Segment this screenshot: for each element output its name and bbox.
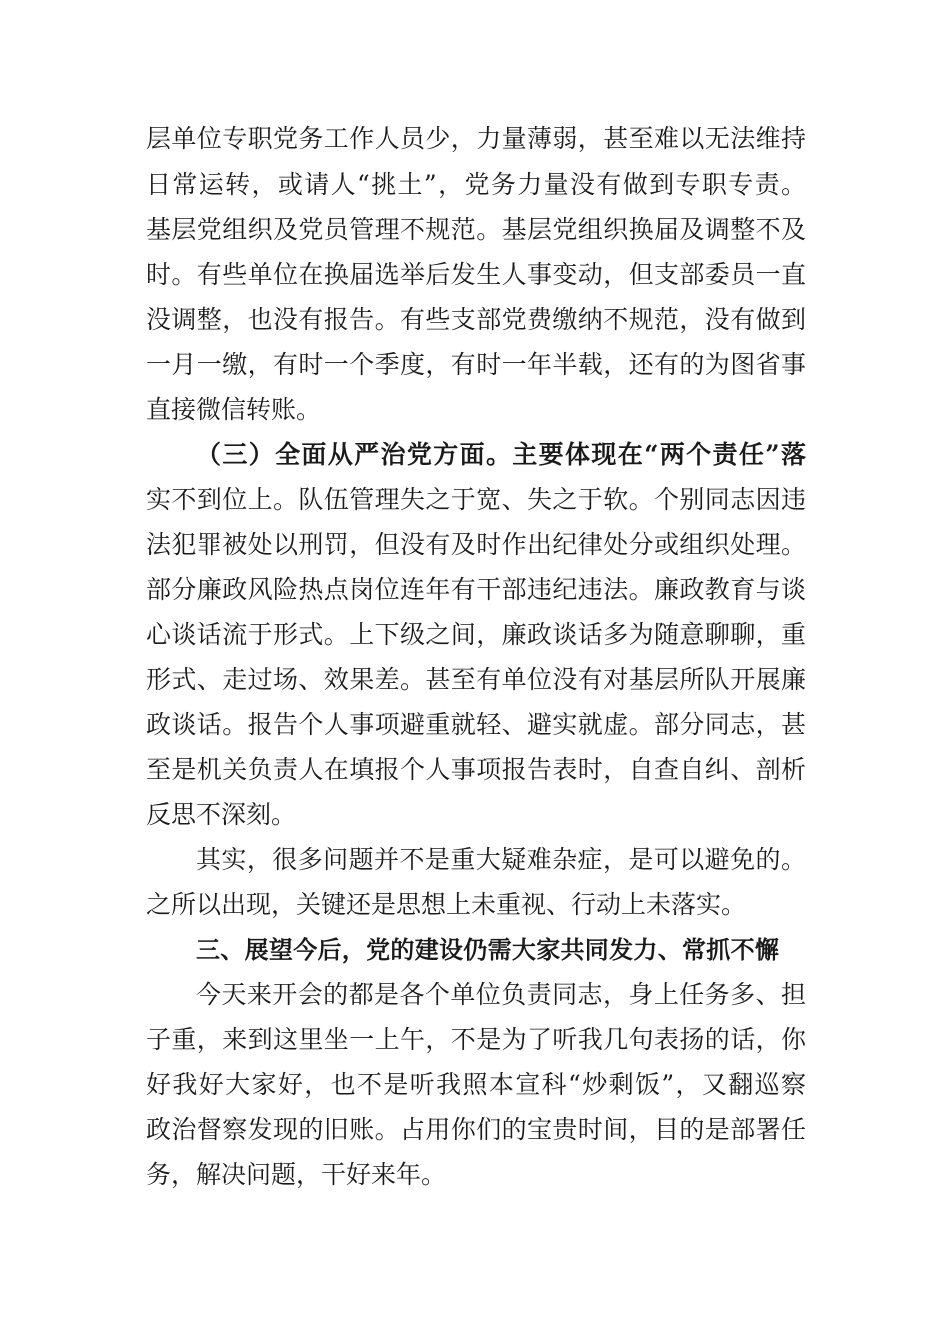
line-text: 政谈话。报告个人事项避重就轻、避实就虚。部分同志，甚 bbox=[146, 710, 806, 739]
text-line bbox=[0, 881, 950, 929]
section-lead-line bbox=[0, 431, 950, 479]
text-line bbox=[0, 1016, 950, 1064]
text-line bbox=[0, 296, 950, 344]
line-text: 心谈话流于形式。上下级之间，廉政谈话多为随意聊聊，重 bbox=[146, 620, 806, 649]
line-text: 至是机关负责人在填报个人事项报告表时，自查自纠、剖析 bbox=[146, 755, 806, 784]
line-text: 形式、走过场、效果差。甚至有单位没有对基层所队开展廉 bbox=[146, 665, 806, 694]
section-heading bbox=[0, 926, 950, 974]
text-line bbox=[0, 386, 950, 434]
line-text: 政治督察发现的旧账。占用你们的宝贵时间，目的是部署任 bbox=[146, 1115, 806, 1144]
line-text: 没调整，也没有报告。有些支部党费缴纳不规范，没有做到 bbox=[146, 305, 806, 334]
line-text: 层单位专职党务工作人员少，力量薄弱，甚至难以无法维持 bbox=[146, 124, 806, 153]
line-text: 日常运转，或请人“挑土”，党务力量没有做到专职专责。 bbox=[146, 170, 806, 199]
text-line bbox=[0, 656, 950, 704]
line-text: 之所以出现，关键还是思想上未重视、行动上未落实。 bbox=[146, 890, 747, 919]
text-line bbox=[0, 1106, 950, 1154]
text-line bbox=[0, 476, 950, 524]
text-line bbox=[0, 341, 950, 389]
line-text: 反思不深刻。 bbox=[146, 800, 297, 829]
line-text: （三）全面从严治党方面。主要体现在“两个责任”落 bbox=[196, 440, 806, 469]
line-text: 子重，来到这里坐一上午，不是为了听我几句表扬的话，你 bbox=[146, 1025, 806, 1054]
text-line bbox=[0, 791, 950, 839]
line-text: 务，解决问题，干好来年。 bbox=[146, 1160, 447, 1189]
line-text: 实不到位上。队伍管理失之于宽、失之于软。个别同志因违 bbox=[146, 485, 806, 514]
text-line bbox=[0, 836, 950, 884]
text-line bbox=[0, 161, 950, 209]
text-line bbox=[0, 1151, 950, 1199]
text-line bbox=[0, 971, 950, 1019]
line-text: 法犯罪被处以刑罚，但没有及时作出纪律处分或组织处理。 bbox=[146, 530, 806, 559]
text-line bbox=[0, 521, 950, 569]
line-text: 一月一缴，有时一个季度，有时一年半载，还有的为图省事 bbox=[146, 350, 806, 379]
text-line bbox=[0, 206, 950, 254]
line-text: 好我好大家好，也不是听我照本宣科“炒剩饭”，又翻巡察 bbox=[146, 1070, 806, 1099]
text-line bbox=[0, 611, 950, 659]
text-line bbox=[0, 746, 950, 794]
text-line bbox=[0, 115, 950, 163]
text-line bbox=[0, 566, 950, 614]
text-line bbox=[0, 251, 950, 299]
line-text: 其实，很多问题并不是重大疑难杂症，是可以避免的。 bbox=[196, 845, 806, 874]
text-line bbox=[0, 1061, 950, 1109]
heading-text: 三、展望今后，党的建设仍需大家共同发力、常抓不懈 bbox=[196, 936, 780, 964]
line-text: 今天来开会的都是各个单位负责同志，身上任务多、担 bbox=[196, 980, 806, 1009]
line-text: 时。有些单位在换届选举后发生人事变动，但支部委员一直 bbox=[146, 260, 806, 289]
text-line bbox=[0, 701, 950, 749]
line-text: 部分廉政风险热点岗位连年有干部违纪违法。廉政教育与谈 bbox=[146, 575, 806, 604]
line-text: 基层党组织及党员管理不规范。基层党组织换届及调整不及 bbox=[146, 215, 806, 244]
line-text: 直接微信转账。 bbox=[146, 395, 322, 424]
